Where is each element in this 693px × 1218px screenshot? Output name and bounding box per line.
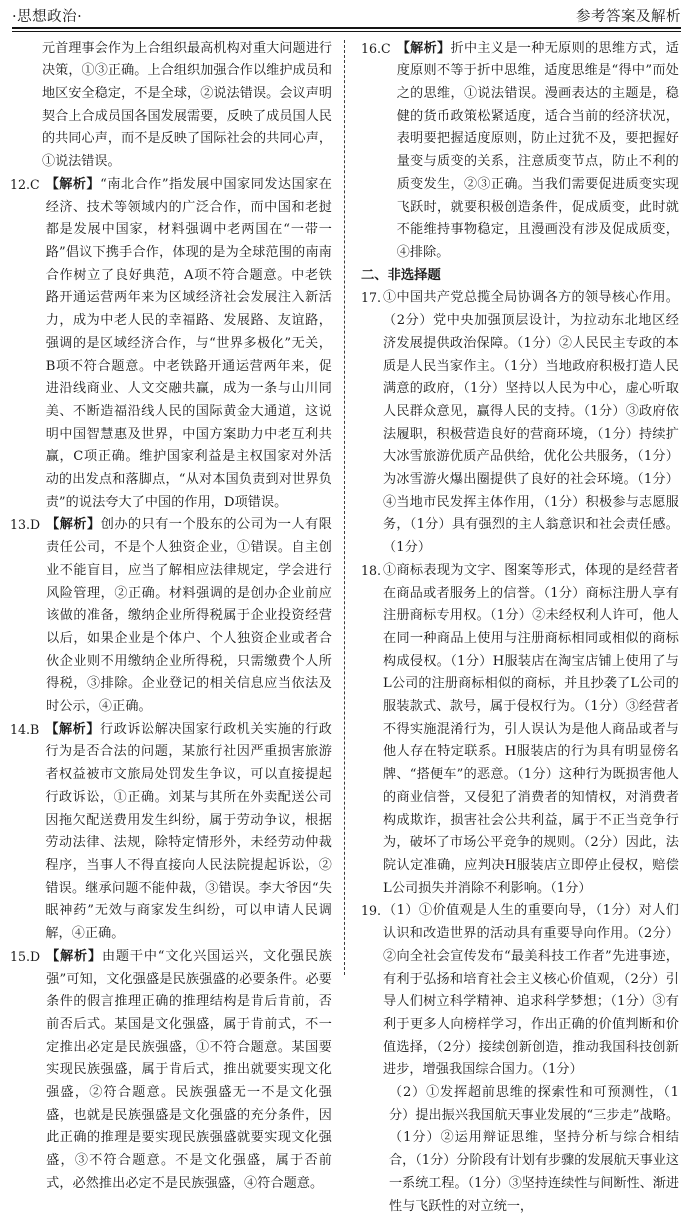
answer-number-12 bbox=[10, 174, 46, 197]
answer-number-17 bbox=[361, 287, 383, 310]
analysis-label: 【解析】 bbox=[45, 176, 101, 192]
answer-number-text: 18. bbox=[361, 562, 382, 578]
answer-body-16 bbox=[397, 38, 679, 265]
answer-choice-text: D bbox=[30, 517, 41, 533]
analysis-text: 折中主义是一种无原则的思维方式，适度原则不等于折中思维，适度思维是“得中”而处之的思维，①说法错误。漫画表达的主题是，稳健的货币政策松紧适度，适合当前的经济状况，表明要把握适度原则，防止过犹不及，要把握好量变与质变的关系，注意质变节点，防止不利的质变发生，②③正确。当我们需要促进质变实现飞跃时，就要积极创造条件，促成质变，此时就不能维持事物稳定，且漫画没有涉及促成质变，④排除。 bbox=[396, 40, 679, 260]
answer-choice-text: C bbox=[381, 40, 391, 56]
two-column-body bbox=[10, 38, 683, 1214]
answer-number-19 bbox=[361, 900, 383, 923]
answer-item-18 bbox=[361, 560, 679, 901]
answer-body-19-part1: （1）①价值观是人生的重要向导，（1分）对人们认识和改造世界的活动具有重要导向作用。（2分）②向全社会宣传发布“最美科技工作者”先进事迹，有利于弘扬和培育社会主义核心价值观，（2分）引导人们树立科学精神、追求科学梦想；（1分）③有利于更多人向榜样学习，作出正确的价值判断和价值选择，（2分）接续创新创造，推动我国科技创新进步，增强我国综合国力。（1分） bbox=[383, 903, 679, 1078]
section-heading-non-multiple-choice: 二、非选择题 bbox=[361, 267, 441, 283]
answer-number-text: 17. bbox=[361, 290, 382, 306]
answer-body-17: ①中国共产党总揽全局协调各方的领导核心作用。（2分）党中央加强顶层设计，为拉动东北地区经济发展提供政治保障。（1分）②人民民主专政的本质是人民当家作主。（1分）当地政府积极打造人民满意的政府，（1分）坚持以人民为中心，虚心听取人民群众意见，赢得人民的支持。（1分）③政府依法履职，积极营造良好的营商环境，（1分）持续扩大冰雪旅游优质产品供给，优化公共服务，（1分）为冰雪游火爆出圈提供了良好的社会环境。（1分）④当地市民发挥主体作用，（1分）积极参与志愿服务，（1分）具有强烈的主人翁意识和社会责任感。（1分） bbox=[383, 290, 679, 556]
column-divider bbox=[344, 40, 345, 975]
analysis-label: 【解析】 bbox=[45, 721, 101, 737]
running-header bbox=[12, 4, 681, 26]
header-title: 参考答案及解析 bbox=[576, 9, 681, 25]
analysis-label: 【解析】 bbox=[396, 40, 451, 56]
answer-body-19-part2: （2）①发挥超前思维的探索性和可预测性，（1分）提出振兴我国航天事业发展的“三步走”战略。（1分）②运用辩证思维，坚持分析与综合相结合，（1分）分阶段有计划有步骤的发展航天事业这一系统工程。（1分）③坚持连续性与间断性、渐进性与飞跃性的对立统一， bbox=[389, 1085, 679, 1214]
analysis-label: 【解析】 bbox=[46, 517, 101, 533]
answer-item-14 bbox=[10, 719, 332, 946]
analysis-text: 行政诉讼解决国家行政机关实施的行政行为是否合法的问题，某旅行社因严重损害旅游者权益被市文旅局处罚发生争议，可以直接提起行政诉讼，①正确。刘某与其所在外卖配送公司因拖欠配送费用发生纠纷，属于劳动争议，根据劳动法律、法规，除特定情形外，未经劳动仲裁程序，当事人不得直接向人民法院提起诉讼，②错误。继承问题不能仲裁，③错误。李大爷因“失眠神药”无效与商家发生纠纷，可以申请人民调解，④正确。 bbox=[45, 721, 332, 942]
answer-number-14 bbox=[10, 719, 45, 742]
answer-item-19 bbox=[361, 900, 679, 1082]
header-rule-thin bbox=[12, 31, 681, 32]
answer-item-16 bbox=[361, 38, 679, 265]
left-column bbox=[10, 38, 340, 1191]
answer-number-text: 19. bbox=[361, 903, 382, 919]
answer-body-18: ①商标表现为文字、图案等形式，体现的是经营者在商品或者服务上的信誉。（1分）商标注册人享有注册商标专用权。（1分）②未经权利人许可，他人在同一种商品上使用与注册商标相同或相似的商标构成侵权。（1分）H服装店在淘宝店铺上使用了与L公司的注册商标相似的商标，并且抄袭了L公司的服装款式、款号，属于侵权行为。（1分）③经营者不得实施混淆行为，引人误认为是他人商品或者与他人存在特定联系。H服装店的行为具有明显傍名牌、“搭便车”的恶意。（1分）这种行为既损害他人的商业信誉，又侵犯了消费者的知情权，对消费者构成欺诈，损害社会公共利益，属于不正当竞争行为，破坏了市场公平竞争的规则。（2分）因此，法院认定准确，应判决H服装店立即停止侵权，赔偿L公司损失并消除不利影响。（1分） bbox=[383, 562, 679, 896]
analysis-text: 由题干中“文化兴国运兴，文化强民族强”可知，文化强盛是民族强盛的必要条件。必要条件的假言推理正确的推理结构是肯后肯前，否前否后式。某国是文化强盛，属于肯前式，不一定推出必定是民族强盛，①不符合题意。某国要实现民族强盛，属于肯后式，推出就要实现文化强盛，②符合题意。民族强盛无一不是文化强盛，也就是民族强盛是文化强盛的充分条件，因此正确的推理是要实现民族强盛就要实现文化强盛，③不符合题意。不是文化强盛，属于否前式，必然推出必定不是民族强盛，④符合题意。 bbox=[46, 948, 332, 1191]
answer-item-13 bbox=[10, 514, 332, 718]
answer-body-13 bbox=[46, 514, 332, 718]
answer-number-text: 16. bbox=[361, 40, 382, 56]
answer-number-text: 14. bbox=[10, 721, 31, 737]
answer-key-page bbox=[0, 4, 693, 1214]
answer-choice-text: C bbox=[30, 176, 40, 192]
answer-number-text: 15. bbox=[10, 948, 31, 964]
answer-choice-text: B bbox=[30, 721, 40, 737]
answer-number-16 bbox=[361, 38, 397, 61]
answer-item-15 bbox=[10, 946, 332, 1196]
answer-number-13 bbox=[10, 514, 46, 537]
analysis-text: 创办的只有一个股东的公司为一人有限责任公司，不是个人独资企业，①错误。自主创业不能盲目，应当了解相应法律规定，学会进行风险管理，②正确。材料强调的是创办企业前应该做的准备，缴纳企业所得税属于企业投资经营以后，如果企业是个体户、个人独资企业或者合伙企业则不用缴纳企业所得税，只需缴费个人所得税，③排除。企业登记的相关信息应当依法及时公示，④正确。 bbox=[46, 517, 332, 715]
answer-item-12 bbox=[10, 174, 332, 515]
answer-number-text: 13. bbox=[10, 517, 31, 533]
analysis-text: “南北合作”指发展中国家同发达国家在经济、技术等领域内的广泛合作，而中国和老挝都是发展中国家，材料强调中老两国在“一带一路”倡议下携手合作，体现的是为全球范围的南南合作树立了良好典范，A项不符合题意。中老铁路开通运营两年来为区域经济社会发展注入新活力，成为中老人民的幸福路、发展路、友谊路，强调的是区域经济合作，与“世界多极化”无关，B项不符合题意。中老铁路开通运营两年来，促进沿线商业、人文交融共赢，成为一条与山川同美、不断造福沿线人民的国际黄金大通道，这说明中国智慧惠及世界，中国方案助力中老互利共赢，C项正确。维护国家利益是主权国家对外活动的出发点和落脚点，“从对本国负责到对世界负责”的说法夸大了中国的作用，D项错误。 bbox=[45, 176, 333, 510]
answer-body-12 bbox=[46, 174, 332, 515]
right-column bbox=[349, 38, 679, 1214]
answer-choice-text: D bbox=[30, 948, 41, 964]
answer-body-15 bbox=[46, 946, 332, 1196]
answer-item-17 bbox=[361, 287, 679, 559]
header-rule bbox=[12, 27, 681, 32]
continued-answer-text: 元首理事会作为上合组织最高机构对重大问题进行决策，①③正确。上合组织加强合作以维护成员和地区安全稳定，不是全球，②说法错误。会议声明契合上合成员国各国发展需要，反映了成员国人民的共同心声，而不是反映了国际社会的共同心声，①说法错误。 bbox=[42, 40, 332, 170]
answer-number-18 bbox=[361, 560, 383, 583]
analysis-label: 【解析】 bbox=[46, 948, 102, 964]
answer-number-15 bbox=[10, 946, 46, 969]
answer-number-text: 12. bbox=[10, 176, 31, 192]
answer-body-14 bbox=[45, 719, 332, 946]
header-subject-label: ·思想政治· bbox=[12, 9, 83, 25]
header-rule-thick bbox=[12, 27, 681, 29]
